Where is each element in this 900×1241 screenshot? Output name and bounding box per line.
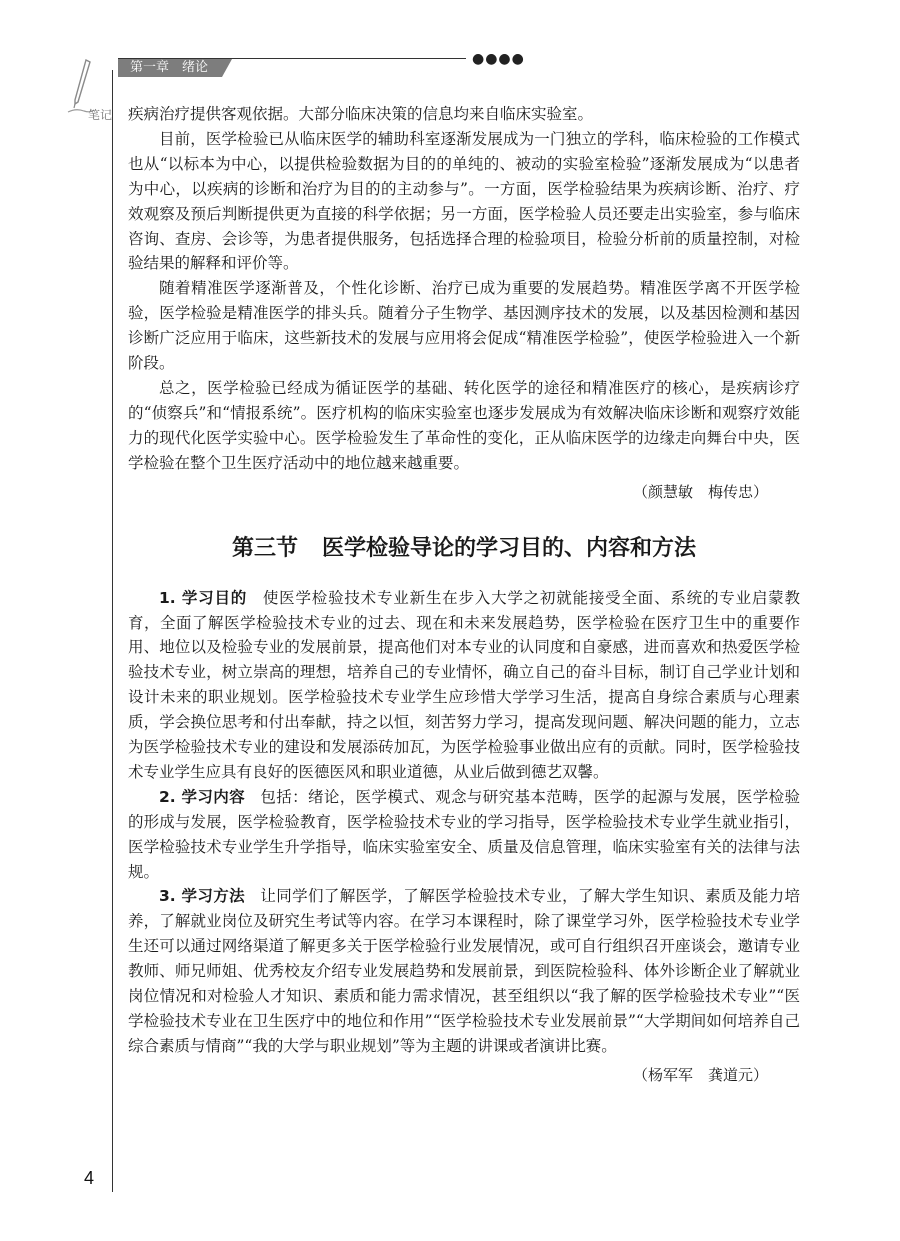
item-lead-content: 2. 学习内容 xyxy=(159,787,245,806)
item-text-goals: 使医学检验技术专业新生在步入大学之初就能接受全面、系统的专业启蒙教育，全面了解医学检验技术专业的过去、现在和未来发展趋势，医学检验在医疗卫生中的重要作用、地位以及检验专业的发展前景，提高他们对本专业的认同度和自豪感，进而喜欢和热爱医学检验技术专业，树立崇高的理想，培养自己的专业情怀，确立自己的奋斗目标，制订自己学业计划和设计未来的职业规划。医学检验技术专业学生应珍惜大学学习生活，提高自身综合素质与心理素质，学会换位思考和付出奉献，持之以恒，刻苦努力学习，提高发现问题、解决问题的能力，立志为医学检验技术专业的建设和发展添砖加瓦，为医学检验事业做出应有的贡献。同时，医学检验技术专业学生应具有良好的医德医风和职业道德，从业后做到德艺双馨。 xyxy=(128,588,800,781)
header-dots: ●●●● xyxy=(472,51,525,67)
item-text-methods: 让同学们了解医学，了解医学检验技术专业，了解大学生知识、素质及能力培养，了解就业岗位及研究生考试等内容。在学习本课程时，除了课堂学习外，医学检验技术专业学生还可以通过网络渠道了解更多关于医学检验行业发展情况，或可自行组织召开座谈会，邀请专业教师、师兄师姐、优秀校友介绍专业发展趋势和发展前景，到医院检验科、体外诊断企业了解就业岗位情况和对检验人才知识、素质和能力需求情况，甚至组织以“我了解的医学检验技术专业”“医学检验技术专业在卫生医疗中的地位和作用”“医学检验技术专业发展前景”“大学期间如何培养自己综合素质与情商”“我的大学与职业规划”等为主题的讲课或者演讲比赛。 xyxy=(128,887,800,1055)
intro-paragraph-4: 总之，医学检验已经成为循证医学的基础、转化医学的途径和精准医疗的核心，是疾病诊疗的“侦察兵”和“情报系统”。医疗机构的临床实验室也逐步发展成为有效解决临床诊断和观察疗效能力的现代化医学实验中心。医学检验发生了革命性的变化，正从临床医学的边缘走向舞台中央，医学检验在整个卫生医疗活动中的地位越来越重要。 xyxy=(128,378,800,472)
section-number: 第三节 xyxy=(231,535,298,561)
chapter-tab-tail xyxy=(222,59,232,77)
author-signature-1: （颜慧敏 梅传忠） xyxy=(632,482,768,501)
intro-paragraph-1: 疾病治疗提供客观依据。大部分临床决策的信息均来自临床实验室。 xyxy=(128,105,594,123)
page-number: 4 xyxy=(84,1168,95,1188)
item-lead-goals: 1. 学习目的 xyxy=(159,588,248,607)
section-item-content xyxy=(128,785,800,885)
note-label: 笔记 xyxy=(88,108,113,122)
page-content xyxy=(128,102,800,1087)
chapter-tab: 第一章 绪论 xyxy=(118,59,222,77)
section-heading: 医学检验导论的学习目的、内容和方法 xyxy=(322,535,697,561)
intro-paragraph-3: 随着精准医学逐渐普及，个性化诊断、治疗已成为重要的发展趋势。精准医学离不开医学检验，医学检验是精准医学的排头兵。随着分子生物学、基因测序技术的发展，以及基因检测和基因诊断广泛应用于临床，这些新技术的发展与应用将会促成“精准医学检验”，使医学检验进入一个新阶段。 xyxy=(128,279,800,373)
item-text-content: 包括：绪论，医学模式、观念与研究基本范畴，医学的起源与发展，医学检验的形成与发展，医学检验教育，医学检验技术专业的学习指导，医学检验技术专业学生就业指引，医学检验技术专业学生升学指导，临床实验室安全、质量及信息管理，临床实验室有关的法律与法规。 xyxy=(128,787,800,881)
margin-rule xyxy=(112,70,113,1192)
intro-paragraph-2: 目前，医学检验已从临床医学的辅助科室逐渐发展成为一门独立的学科，临床检验的工作模式也从“以标本为中心，以提供检验数据为目的的单纯的、被动的实验室检验”逐渐发展成为“以患者为中心，以疾病的诊断和治疗为目的的主动参与”。一方面，医学检验结果为疾病诊断、治疗、疗效观察及预后判断提供更为直接的科学依据；另一方面，医学检验人员还要走出实验室，参与临床咨询、查房、会诊等，为患者提供服务，包括选择合理的检验项目，检验分析前的质量控制，对检验结果的解释和评价等。 xyxy=(128,129,800,273)
section-item-goals xyxy=(128,586,800,785)
section-item-methods xyxy=(128,884,800,1058)
section-title xyxy=(128,535,800,563)
author-signature-2: （杨军军 龚道元） xyxy=(632,1065,768,1084)
item-lead-methods: 3. 学习方法 xyxy=(159,887,245,906)
